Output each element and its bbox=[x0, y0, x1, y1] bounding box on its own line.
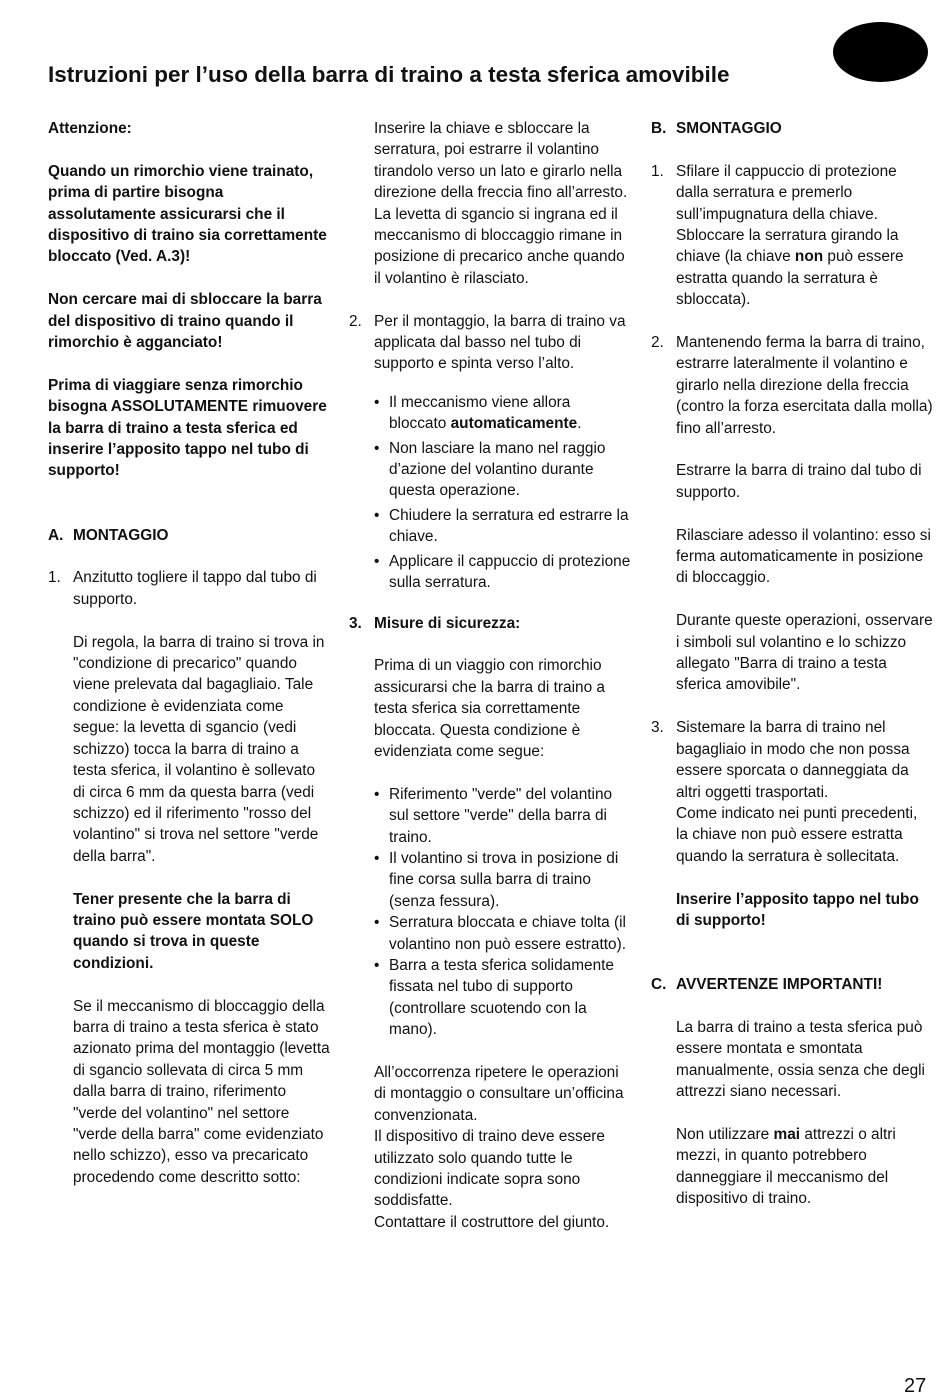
list-item bbox=[349, 784, 631, 848]
attention-label: Attenzione: bbox=[48, 120, 132, 137]
section-c-paragraph-2-text-end: attrezzi o altri mezzi, in quanto potrebbero danneggiare il meccanismo del dispositivo di traino. bbox=[676, 1125, 896, 1208]
bullet-text: Non lasciare la mano nel raggio d’azione del volantino durante questa operazione. bbox=[389, 439, 606, 500]
warning-2: Non cercare mai di sbloccare la barra del dispositivo di traino quando il rimorchio è agganciato! bbox=[48, 291, 322, 352]
closing-paragraph-1: All’occorrenza ripetere le operazioni di montaggio o consultare un’officina convenzionata. bbox=[374, 1064, 624, 1124]
bullet-dot: • bbox=[374, 506, 380, 524]
bullet-dot: • bbox=[374, 393, 380, 411]
bullet-bold-text: automaticamente bbox=[450, 415, 578, 433]
bullet-dot: • bbox=[374, 785, 380, 803]
bullet-dot: • bbox=[374, 552, 380, 570]
section-c-letter: C. bbox=[651, 976, 667, 994]
warning-1: Quando un rimorchio viene trainato, prima di partire bisogna assolutamente assicurarsi che il dispositivo di traino sia correttamente bloccato (Ved. A.3)! bbox=[48, 162, 327, 266]
step-a2-number: 2. bbox=[349, 312, 362, 330]
step-b2-paragraph-3: Rilasciare adesso il volantino: esso si ferma automaticamente in posizione di bloccaggio. bbox=[676, 526, 931, 587]
list-item bbox=[349, 848, 631, 912]
step-b3-text: Sistemare la barra di traino nel bagagliaio in modo che non possa essere sporcata o danneggiata da altri oggetti trasportati. bbox=[676, 719, 910, 801]
warning-3b: bisogna ASSOLUTAMENTE rimuovere la barra di traino a testa sferica ed inserire l’apposito tappo nel tubo di supporto! bbox=[48, 398, 327, 480]
section-a-title: MONTAGGIO bbox=[73, 526, 169, 544]
bullet-text: Applicare il cappuccio di protezione sulla serratura. bbox=[389, 552, 631, 592]
section-a-heading bbox=[48, 525, 330, 546]
section-c-title: AVVERTENZE IMPORTANTI! bbox=[676, 976, 883, 994]
bullet-dot: • bbox=[374, 849, 380, 867]
section-c-paragraph-2-bold: mai bbox=[773, 1125, 801, 1143]
step-a1 bbox=[48, 567, 330, 610]
column-3 bbox=[651, 118, 933, 1210]
page-title: Istruzioni per l’uso della barra di traino a testa sferica amovibile bbox=[48, 62, 730, 87]
step-a1-paragraph-4: Se il meccanismo di bloccaggio della barra di traino a testa sferica è stato azionato prima del montaggio (levetta di sgancio sollevata di circa 5 mm dalla barra di traino, riferimento "verde del volantino" nel settore "verde della barra" come evidenziato nello schizzo), esso va precaricato procedendo come descritto sotto: bbox=[73, 997, 330, 1186]
step-b2 bbox=[651, 332, 933, 439]
step-a1-note: Tener presente che la barra di traino può essere montata SOLO quando si trova in queste condizioni. bbox=[73, 890, 314, 972]
bullet-text: Chiudere la serratura ed estrarre la chiave. bbox=[389, 506, 629, 546]
section-b-heading bbox=[651, 118, 933, 139]
list-item bbox=[349, 955, 631, 1041]
step-a3-title: Misure di sicurezza: bbox=[374, 614, 521, 632]
step-b3-number: 3. bbox=[651, 719, 664, 737]
bullet-text: Il meccanismo viene allora bloccato bbox=[389, 393, 571, 433]
section-a-letter: A. bbox=[48, 526, 64, 544]
bullet-list-2 bbox=[349, 784, 631, 1041]
section-c-paragraph-2 bbox=[651, 1124, 933, 1210]
section-c-paragraph-1: La barra di traino a testa sferica può essere montata e smontata manualmente, ossia senza che degli attrezzi siano necessari. bbox=[676, 1018, 925, 1101]
list-item bbox=[349, 505, 631, 548]
bullet-text: Barra a testa sferica solidamente fissata nel tubo di supporto (controllare scuotendo con la mano). bbox=[389, 956, 614, 1039]
section-b-letter: B. bbox=[651, 120, 667, 137]
step-a1-paragraph-2: Di regola, la barra di traino si trova in "condizione di precarico" quando viene prelevata dal bagagliaio. Tale condizione è evidenziata come segue: la levetta di sgancio (vedi schizzo) tocca la barra di traino a testa sferica, il volantino è sollevato di circa 6 mm da questa barra (vedi schizzo) ed il riferimento "rosso del volantino" si trova nel settore "verde della barra". bbox=[73, 633, 325, 865]
step-a3 bbox=[349, 613, 631, 634]
bullet-text: Il volantino si trova in posizione di fine corsa sulla barra di traino (senza fessura). bbox=[389, 849, 619, 910]
closing-paragraph-3: Contattare il costruttore del giunto. bbox=[374, 1213, 610, 1231]
step-b2-paragraph-4: Durante queste operazioni, osservare i simboli sul volantino e lo schizzo allegato "Barra di traino a testa sferica amovibile". bbox=[676, 612, 933, 694]
bullet-dot: • bbox=[374, 914, 380, 932]
step-b3-text-2: Come indicato nei punti precedenti, la chiave non può essere estratta quando la serratura è sollecitata. bbox=[676, 804, 918, 865]
step-a1-number: 1. bbox=[48, 569, 61, 587]
warning-3a: Prima di viaggiare senza rimorchio bbox=[48, 376, 303, 394]
closing-paragraph-2: Il dispositivo di traino deve essere utilizzato solo quando tutte le condizioni indicate sopra sono soddisfatte. bbox=[374, 1128, 605, 1210]
list-item bbox=[349, 438, 631, 502]
step-a3-number: 3. bbox=[349, 614, 362, 632]
step-b3-note: Inserire l’apposito tappo nel tubo di supporto! bbox=[676, 890, 919, 929]
column-1 bbox=[48, 118, 330, 1188]
step-a1-continuation: Inserire la chiave e sbloccare la serratura, poi estrarre il volantino tirandolo verso un lato e girarlo nella direzione della freccia fino all’arresto. La levetta di sgancio si ingrana ed il meccanismo di bloccaggio rimane in posizione di precarico anche quando il volantino è rilasciato. bbox=[374, 120, 628, 287]
step-b2-number: 2. bbox=[651, 334, 664, 352]
bullet-list-1 bbox=[349, 392, 631, 594]
step-b1-text: Sfilare il cappuccio di protezione dalla serratura e premerlo sull’impugnatura della chiave. Sbloccare la serratura girando la chiave (la chiave bbox=[676, 162, 899, 266]
language-tab-marker bbox=[833, 22, 928, 82]
bullet-dot: • bbox=[374, 439, 380, 457]
step-b2-text: Mantenendo ferma la barra di traino, estrarre lateralmente il volantino e girarlo nella direzione della freccia (contro la forza esercitata dalla molla) fino all’arresto. bbox=[676, 334, 933, 437]
list-item bbox=[349, 912, 631, 955]
step-a2 bbox=[349, 311, 631, 375]
page-number: 27 bbox=[904, 1375, 927, 1397]
step-b2-paragraph-2: Estrarre la barra di traino dal tubo di supporto. bbox=[676, 462, 922, 501]
bullet-text: Riferimento "verde" del volantino sul settore "verde" della barra di traino. bbox=[389, 785, 613, 846]
section-c-heading bbox=[651, 974, 933, 995]
step-b1-bold: non bbox=[794, 248, 824, 266]
column-2 bbox=[349, 118, 631, 1233]
section-c-paragraph-2-text: Non utilizzare bbox=[676, 1125, 774, 1143]
bullet-dot: • bbox=[374, 956, 380, 974]
step-b1 bbox=[651, 161, 933, 311]
bullet-text: Serratura bloccata e chiave tolta (il volantino non può essere estratto). bbox=[389, 914, 626, 953]
step-b1-text-end: può essere estratta quando la serratura è sbloccata). bbox=[676, 248, 904, 309]
section-b-title: SMONTAGGIO bbox=[676, 120, 782, 137]
step-a3-text: Prima di un viaggio con rimorchio assicurarsi che la barra di traino a testa sferica sia correttamente bloccata. Questa condizione è evidenziata come segue: bbox=[374, 657, 605, 760]
step-a2-text: Per il montaggio, la barra di traino va applicata dal basso nel tubo di supporto e spinta verso l’alto. bbox=[374, 312, 626, 373]
step-b1-number: 1. bbox=[651, 162, 664, 180]
list-item bbox=[349, 551, 631, 594]
step-a1-text: Anzitutto togliere il tappo dal tubo di supporto. bbox=[73, 569, 317, 608]
step-b3 bbox=[651, 717, 933, 803]
bullet-text-end: . bbox=[577, 415, 582, 433]
list-item bbox=[349, 392, 631, 435]
